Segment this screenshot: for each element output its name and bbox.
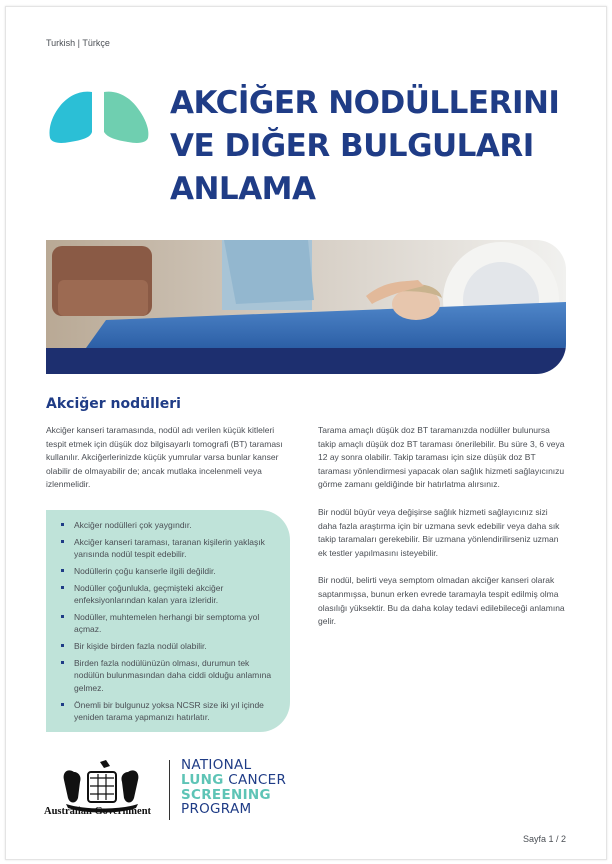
lungs-icon [46, 88, 152, 144]
body-paragraph: Tarama amaçlı düşük doz BT taramanızda nodüller bulunursa takip amaçlı düşük doz BT taraması önerilebilir. Bu süre 3, 6 veya 12 ay sonra olabilir. Takip taraması için size düşük doz BT taraması yönlendirmesi yapacak olan sağlık hizmeti sağlayıcınızu görme zamanı geldiğinde bir hatırlatma alırsınız. [318, 425, 565, 490]
program-line-lung-cancer [181, 773, 286, 788]
page-number: Sayfa 1 / 2 [523, 834, 567, 844]
right-column [318, 424, 568, 643]
title-line-1: AKCİĞER NODÜLLERINI [170, 85, 560, 121]
title-line-3: ANLAMA [170, 171, 316, 207]
body-paragraph: Bir nodül, belirti veya semptom olmadan akciğer kanseri olarak saptanmışsa, bunun erken evrede taramayla tespit edilmiş olma olasılığı yüksektir. Bu da daha kolay tedavi edilebileceği anlamına gelir. [318, 575, 565, 627]
list-item: Nodüller, muhtemelen herhangi bir semptoma yol açmaz. [74, 611, 278, 636]
body-paragraph: Bir nodül büyür veya değişirse sağlık hizmeti sağlayıcınız sizi daha fazla araştırma için bir uzmana sevk edebilir veya daha sık takip taramaları gerekebilir. Bir uzmana yönlendirilirseniz uzman ek testler yapılmasını isteyebilir. [318, 506, 560, 558]
program-logo [181, 758, 286, 817]
language-label: Turkish | Türkçe [46, 38, 110, 48]
program-word-lung: LUNG [181, 771, 224, 788]
list-item: Akciğer kanseri taraması, taranan kişilerin yaklaşık yarısında nodül tespit edebilir. [74, 536, 278, 561]
list-item: Önemli bir bulgunuz yoksa NCSR size iki yıl içinde yeniden tarama yapmanızı hatırlatır. [74, 699, 278, 724]
program-line-program: PROGRAM [181, 801, 252, 818]
program-line-national: NATIONAL [181, 757, 252, 773]
list-item: Akciğer nodülleri çok yaygındır. [74, 519, 278, 531]
hero-photo [46, 240, 566, 374]
page-title [170, 82, 590, 211]
section-heading: Akciğer nodülleri [46, 396, 181, 412]
list-item: Birden fazla nodülünüzün olması, durumun tek nodülün bulunmasından daha ciddi olduğu anlamına gelmez. [74, 657, 278, 694]
program-line-screening: SCREENING [181, 786, 271, 803]
intro-paragraph: Akciğer kanseri taramasında, nodül adı verilen küçük kitleleri tespit etmek için düşük doz bilgisayarlı tomografi (BT) taraması kullanılır. Akciğerlerinizde küçük yumrular varsa bunlar kanser olabilir de olmayabilir de; ancak mutlaka incelenmeli veya izlenmelidir. [46, 425, 283, 490]
key-points-list [46, 510, 290, 723]
footer-divider [169, 760, 170, 820]
list-item: Bir kişide birden fazla nodül olabilir. [74, 640, 278, 652]
program-word-cancer: CANCER [228, 771, 287, 788]
title-line-2: VE DIĞER BULGULARI [170, 128, 534, 164]
key-points-box [46, 510, 290, 732]
list-item: Nodüller çoğunlukla, geçmişteki akciğer enfeksiyonlarından kalan yara izleridir. [74, 582, 278, 607]
list-item: Nodüllerin çoğu kanserle ilgili değildir. [74, 565, 278, 577]
government-label: Australian Government [44, 806, 152, 817]
